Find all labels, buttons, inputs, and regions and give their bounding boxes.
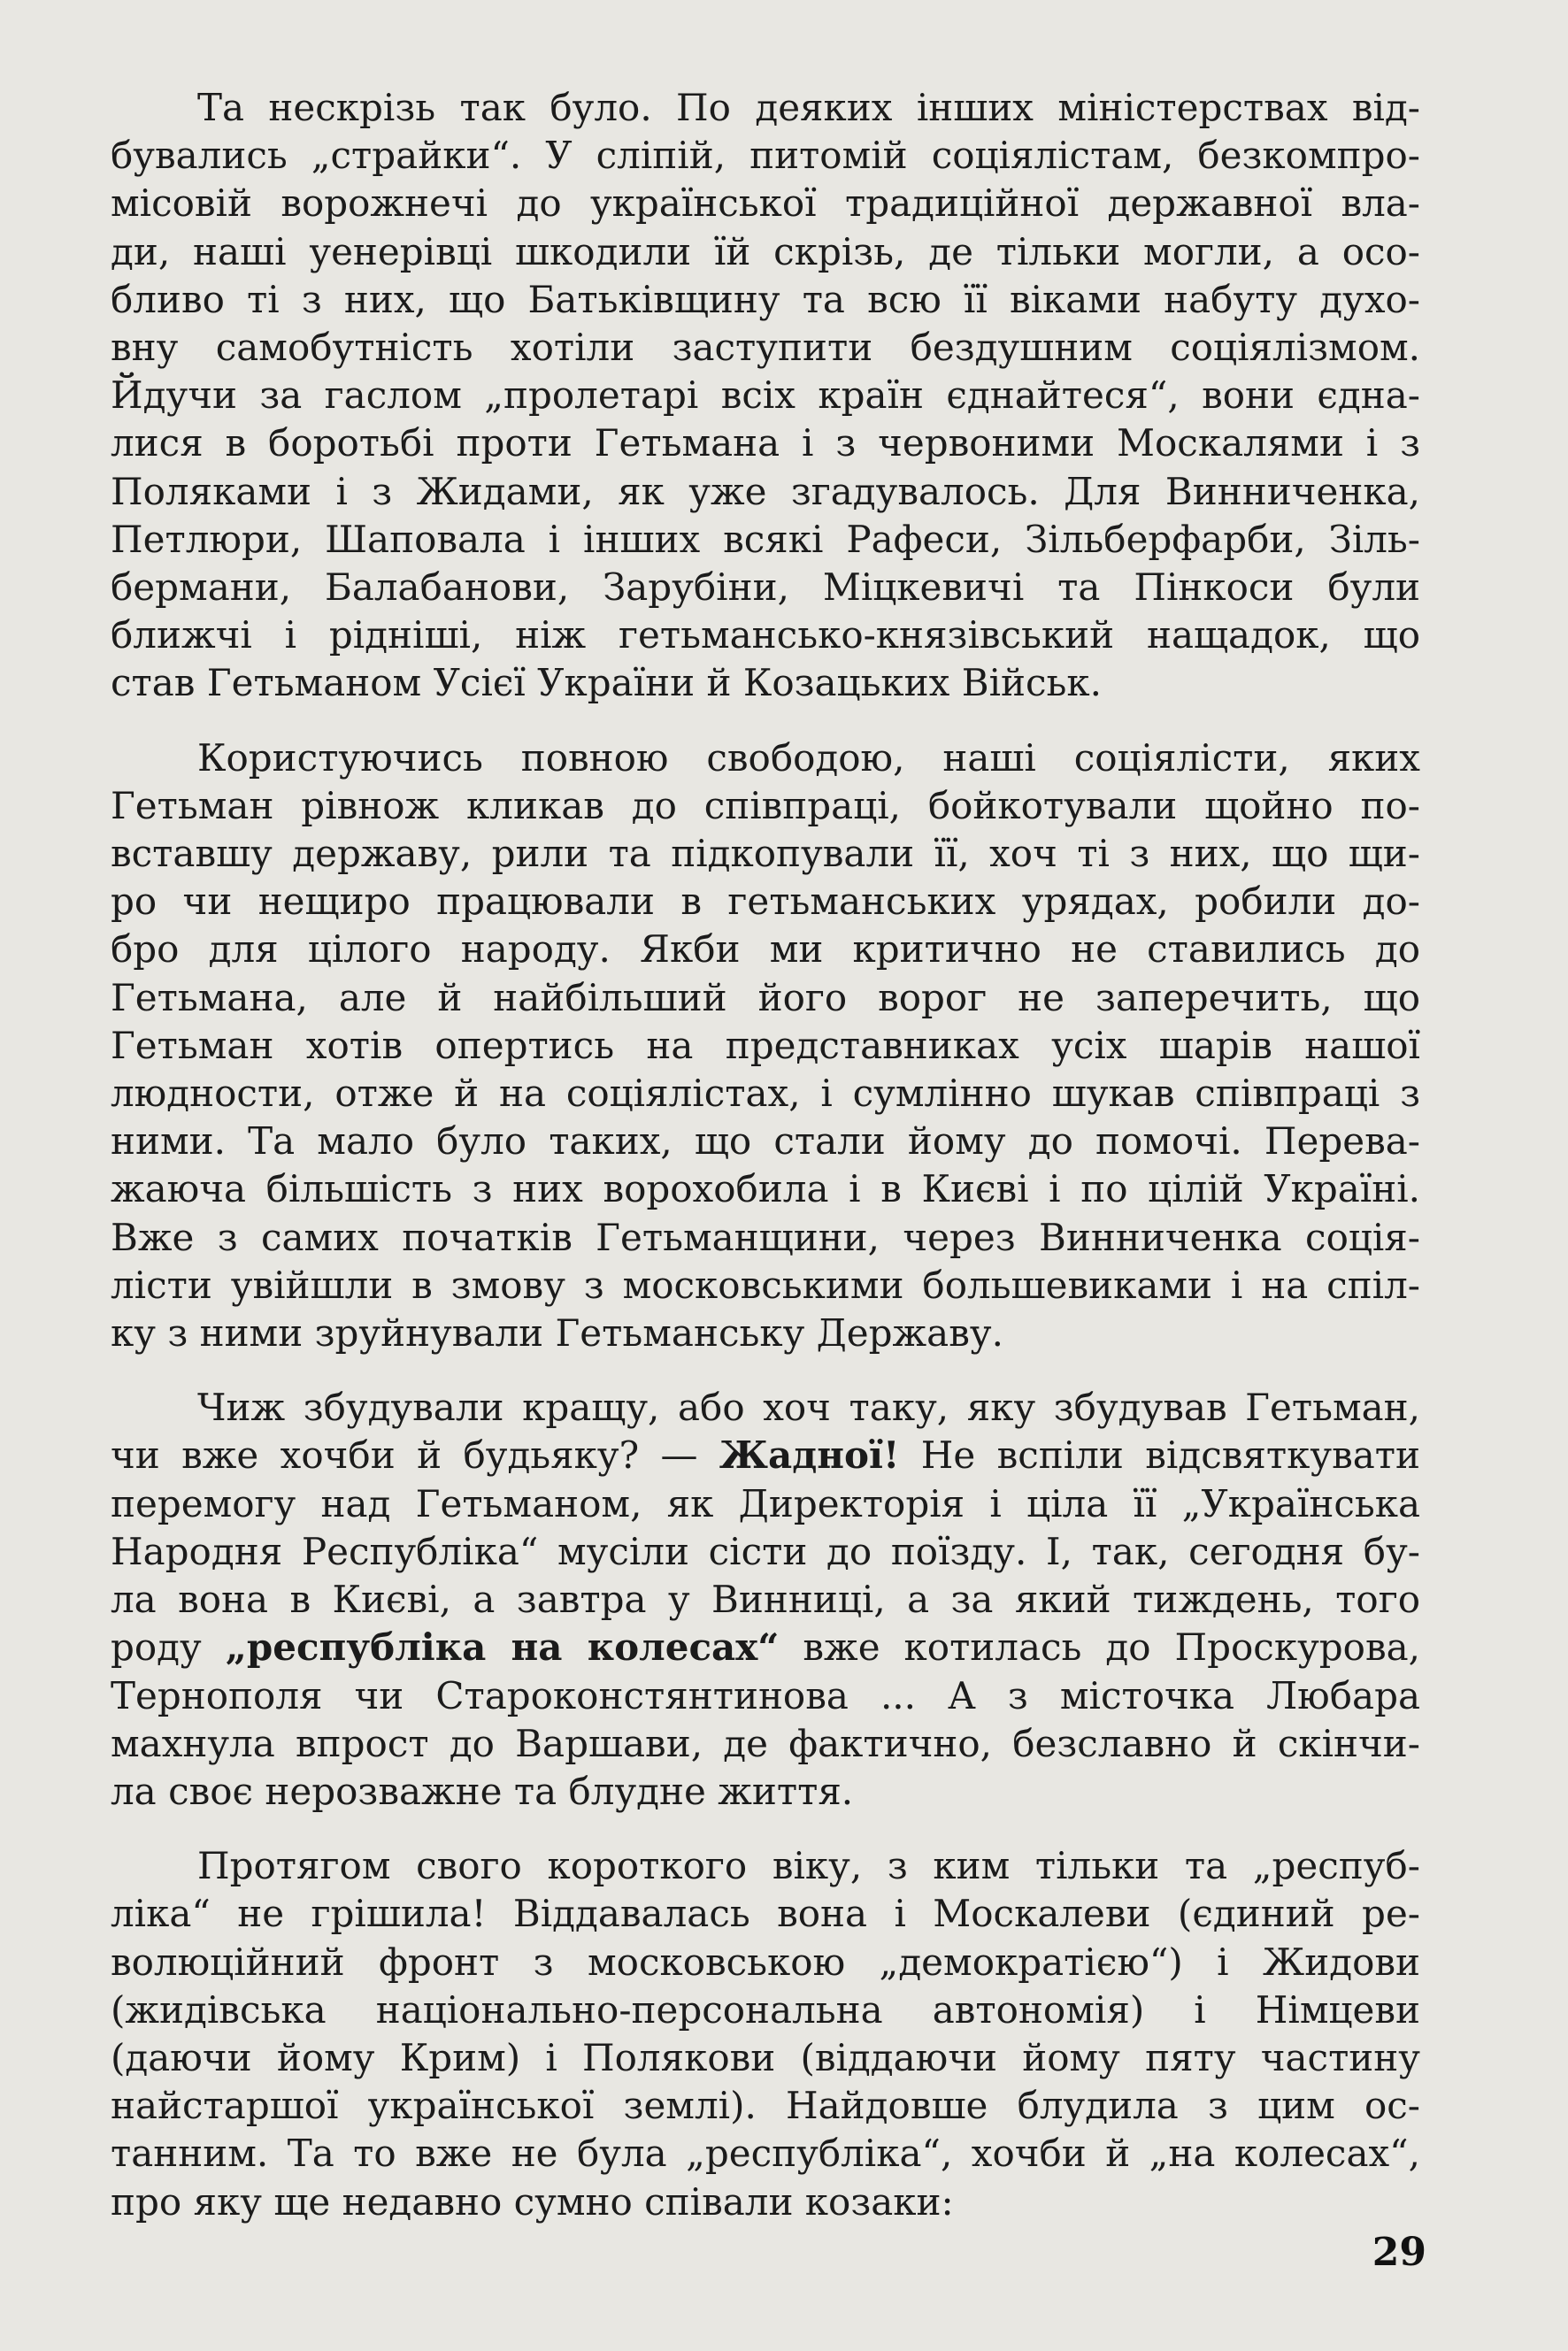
text-line: Поляками і з Жидами, як уже згадувалось. Для Винниченка, <box>111 469 1420 513</box>
text-line: (жидівська національно-персональна автономія) і Німцеви <box>111 1987 1420 2032</box>
text-line: лісти увійшли в змову з московськими большевиками і на спіл- <box>111 1263 1420 1307</box>
text-line: Вже з самих початків Гетьманщини, через Винниченка соція- <box>111 1215 1420 1259</box>
text-line: став Гетьманом Усієї України й Козацьких Військ. <box>111 661 1102 705</box>
text-line: (даючи йому Крим) і Полякови (віддаючи йому пяту частину <box>111 2035 1420 2079</box>
paragraph-1 <box>111 84 1420 708</box>
text-run: вже котилась до Проскурова, <box>779 1625 1420 1670</box>
text-line: махнула впрост до Варшави, де фактично, безславно й скінчи- <box>111 1721 1420 1765</box>
text-line: найстаршої української землі). Найдовше блудила з цим ос- <box>111 2084 1420 2128</box>
text-line: про яку ще недавно сумно співали козаки: <box>111 2179 954 2224</box>
text-line: Петлюри, Шаповала і інших всякі Рафеси, Зільберфарби, Зіль- <box>111 517 1420 561</box>
text-line: людности, отже й на соціялістах, і сумлінно шукав співпраці з <box>111 1072 1420 1116</box>
text-line: Користуючись повною свободою, наші соціялісти, яких <box>197 735 1420 780</box>
paragraph-4 <box>111 1842 1420 2226</box>
text-line: ліка“ не грішила! Віддавалась вона і Москалеви (єдиний ре- <box>111 1892 1420 1936</box>
text-line: Та нескрізь так було. По деяких інших міністерствах від- <box>197 86 1420 129</box>
text-line: волюційний фронт з московською „демократією“) і Жидови <box>111 1940 1420 1984</box>
text-line <box>111 1624 1420 1671</box>
text-line: ла вона в Києві, а завтра у Винниці, а за який тиждень, того <box>111 1578 1420 1622</box>
body-text <box>111 84 1420 2226</box>
text-line: бермани, Балабанови, Зарубіни, Міцкевичі та Пінкоси були <box>111 565 1420 610</box>
text-line: Йдучи за гаслом „пролетарі всіх країн єднайтеся“, вони єдна- <box>111 373 1420 418</box>
paragraph-2 <box>111 734 1420 1358</box>
text-line: вну самобутність хотіли заступити бездушним соціялізмом. <box>111 326 1420 370</box>
emphasis-text: „республіка на колесах“ <box>225 1625 780 1670</box>
text-run: роду <box>111 1625 226 1670</box>
text-line: ближчі і рідніші, ніж гетьмансько-князівський нащадок, що <box>111 613 1420 657</box>
text-line: Протягом свого короткого віку, з ким тільки та „респуб- <box>197 1844 1420 1888</box>
text-run: чи вже хочби й будьяку? — <box>111 1433 719 1478</box>
text-line: Тернополя чи Староконстянтинова ... А з місточка Любара <box>111 1673 1420 1717</box>
text-line: ними. Та мало було таких, що стали йому до помочі. Перева- <box>111 1119 1420 1164</box>
text-line: танним. Та то вже не була „республіка“, хочби й „на колесах“, <box>111 2132 1420 2176</box>
text-line: ди, наші уенерівці шкодили їй скрізь, де тільки могли, а осо- <box>111 229 1420 273</box>
text-line: бливо ті з них, що Батьківщину та всю її віками набуту духо- <box>111 277 1420 321</box>
text-line: ро чи нещиро працювали в гетьманських урядах, робили до- <box>111 880 1420 924</box>
text-line: ку з ними зруйнували Гетьманську Державу. <box>111 1311 1003 1356</box>
text-line: Гетьмана, але й найбільший його ворог не заперечить, що <box>111 975 1420 1019</box>
text-line: бро для цілого народу. Якби ми критично не ставились до <box>111 927 1420 972</box>
text-line: Народня Республіка“ мусіли сісти до поїзду. І, так, сегодня бу- <box>111 1529 1420 1573</box>
text-line: ла своє нерозважне та блудне життя. <box>111 1769 854 1813</box>
text-line: Гетьман рівнож кликав до співпраці, бойкотували щойно по- <box>111 783 1420 827</box>
text-line: жаюча більшість з них ворохобила і в Києві і по цілій Україні. <box>111 1167 1420 1211</box>
text-line: Чиж збудували кращу, або хоч таку, яку збудував Гетьман, <box>197 1386 1420 1430</box>
text-line: бувались „страйки“. У сліпій, питомій соціялістам, безкомпро- <box>111 134 1420 178</box>
page-number: 29 <box>1372 2230 1426 2275</box>
paragraph-3 <box>111 1384 1420 1816</box>
text-line: вставшу державу, рили та підкопували її, хоч ті з них, що щи- <box>111 832 1420 876</box>
text-line: лися в боротьбі проти Гетьмана і з червоними Москалями і з <box>111 421 1420 465</box>
text-line: місовій ворожнечі до української традиційної державної вла- <box>111 181 1420 226</box>
text-line: перемогу над Гетьманом, як Директорія і ціла її „Українська <box>111 1481 1420 1525</box>
text-line <box>111 1432 1420 1479</box>
text-line: Гетьман хотів опертись на представниках усіх шарів нашої <box>111 1023 1420 1067</box>
text-run: Не вспіли відсвяткувати <box>899 1433 1421 1478</box>
emphasis-text: Жадної! <box>719 1433 900 1478</box>
